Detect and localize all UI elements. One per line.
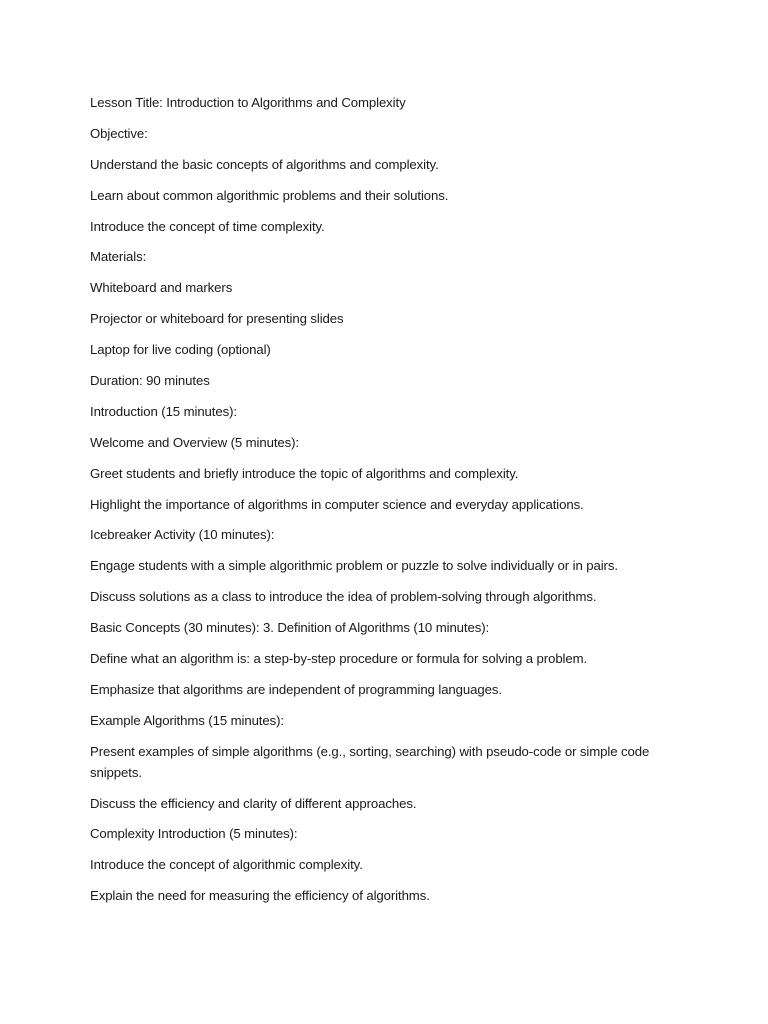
duration-text: Duration: 90 minutes: [90, 373, 210, 389]
subsection-heading: Welcome and Overview (5 minutes):: [90, 434, 299, 450]
subsection-heading: Example Algorithms (15 minutes):: [90, 712, 284, 728]
subsection-heading: Icebreaker Activity (10 minutes):: [90, 527, 275, 543]
objective-item: Introduce the concept of time complexity.: [90, 218, 325, 234]
body-paragraph: Highlight the importance of algorithms in computer science and everyday applications.: [90, 496, 584, 512]
body-paragraph: Introduce the concept of algorithmic complexity.: [90, 857, 363, 873]
body-paragraph: Engage students with a simple algorithmic problem or puzzle to solve individually or in pairs.: [90, 558, 618, 574]
lesson-title: Lesson Title: Introduction to Algorithms and Complexity: [90, 95, 406, 110]
section-heading: Introduction (15 minutes):: [90, 403, 237, 419]
body-paragraph: Define what an algorithm is: a step-by-step procedure or formula for solving a problem.: [90, 651, 588, 667]
objective-heading: Objective:: [90, 125, 148, 141]
materials-item: Laptop for live coding (optional): [90, 342, 271, 358]
body-paragraph: Present examples of simple algorithms (e.g., sorting, searching) with pseudo-code or simple code snippets.: [90, 743, 650, 780]
document-body: [90, 92, 680, 916]
materials-item: Projector or whiteboard for presenting slides: [90, 311, 344, 327]
objective-item: Understand the basic concepts of algorithms and complexity.: [90, 156, 439, 172]
body-paragraph: Discuss solutions as a class to introduce the idea of problem-solving through algorithms.: [90, 589, 597, 605]
body-paragraph: Explain the need for measuring the efficiency of algorithms.: [90, 888, 430, 904]
section-heading: Basic Concepts (30 minutes): 3. Definition of Algorithms (10 minutes):: [90, 620, 490, 636]
materials-heading: Materials:: [90, 249, 147, 265]
body-paragraph: Emphasize that algorithms are independent of programming languages.: [90, 681, 502, 697]
subsection-heading: Complexity Introduction (5 minutes):: [90, 826, 298, 842]
body-paragraph: Discuss the efficiency and clarity of different approaches.: [90, 795, 417, 811]
objective-item: Learn about common algorithmic problems and their solutions.: [90, 187, 449, 203]
body-paragraph: Greet students and briefly introduce the topic of algorithms and complexity.: [90, 465, 519, 481]
materials-item: Whiteboard and markers: [90, 280, 233, 296]
